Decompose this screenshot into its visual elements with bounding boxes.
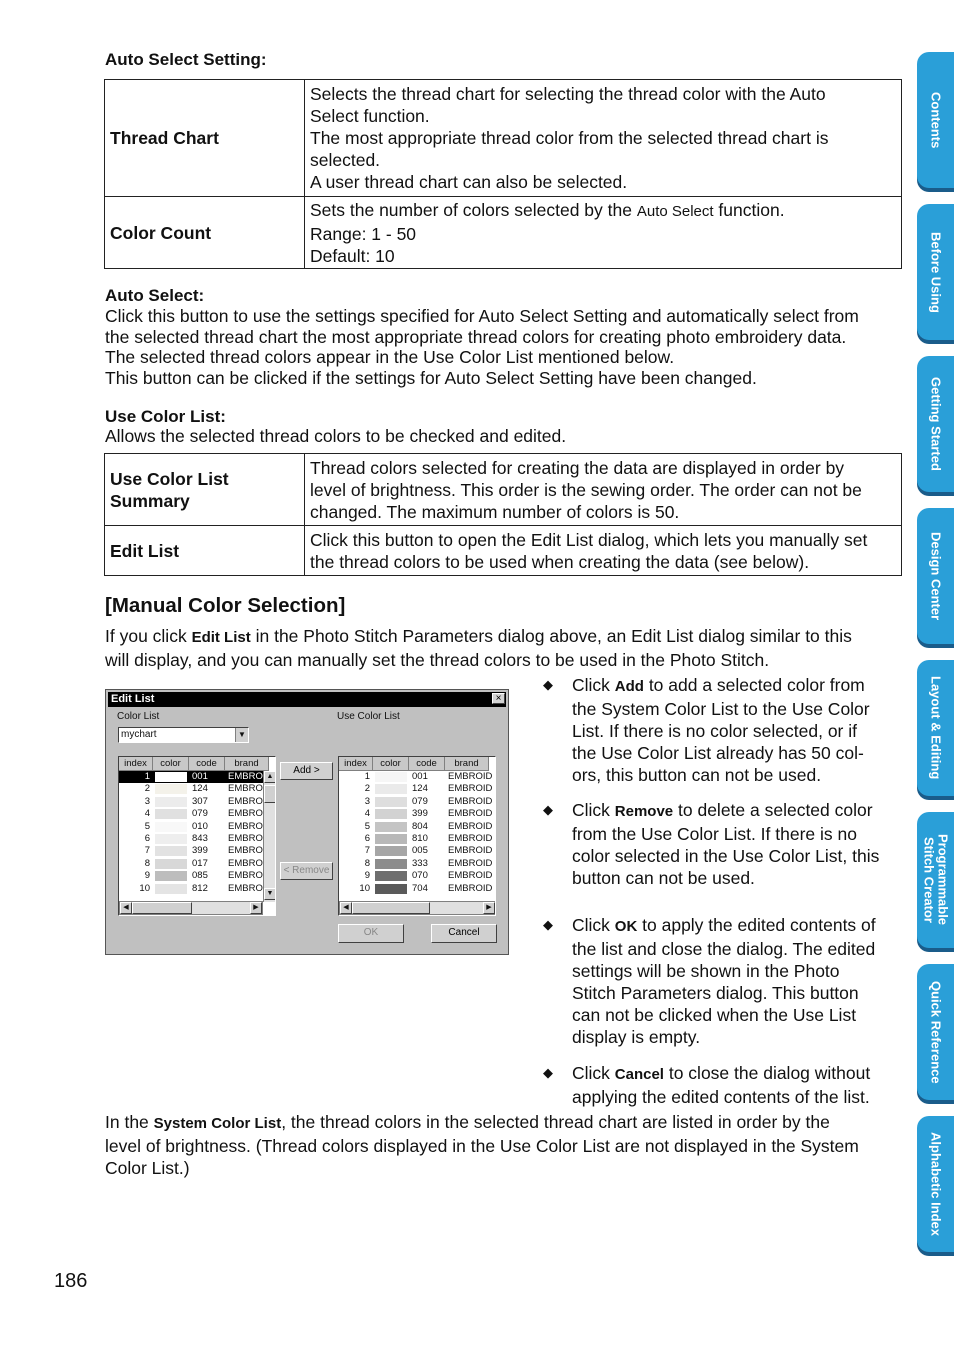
tab-quick-reference[interactable]: Quick Reference <box>917 964 954 1100</box>
row-code: 307 <box>192 795 208 807</box>
tab-contents[interactable]: Contents <box>917 52 954 188</box>
row-brand: EMBROID <box>448 795 493 807</box>
row-brand: EMBRO <box>228 771 263 782</box>
row-index: 2 <box>144 783 150 795</box>
table-row[interactable] <box>119 821 263 833</box>
table-row[interactable] <box>119 883 263 895</box>
row-index: 9 <box>364 870 370 882</box>
row-index: 8 <box>364 857 370 869</box>
color-swatch <box>373 808 409 820</box>
row-brand: EMBROID <box>448 870 493 882</box>
row-brand: EMBROID <box>448 833 493 844</box>
color-swatch <box>153 783 189 795</box>
row-code: 124 <box>412 783 428 795</box>
grid-header: index color code brand <box>119 757 269 771</box>
tab-getting-started[interactable]: Getting Started <box>917 356 954 492</box>
manual-outro: In the System Color List, the thread colors in the selected thread chart are listed in order by the level of brightness. (Thread colors displayed in the Use Color List are not displayed in the System Color List.) <box>105 1112 859 1178</box>
row-code: 005 <box>412 845 428 857</box>
table-key: Use Color List Summary <box>105 454 305 526</box>
color-swatch <box>153 771 189 783</box>
color-swatch <box>373 783 409 795</box>
table-row[interactable] <box>119 845 263 857</box>
row-index: 1 <box>364 771 370 782</box>
row-index: 10 <box>359 882 370 894</box>
tab-layout-editing[interactable]: Layout & Editing <box>917 660 954 796</box>
table-row[interactable] <box>339 845 495 857</box>
row-brand: EMBRO <box>228 857 263 869</box>
row-brand: EMBROID <box>448 783 493 795</box>
table-row[interactable] <box>339 808 495 820</box>
list-item: ◆ Click Remove to delete a selected color from the Use Color List. If there is no color selected in the Use Color List, this button can not be used. <box>543 800 880 888</box>
color-swatch <box>373 821 409 833</box>
table-value: Click this button to open the Edit List dialog, which lets you manually set the thread colors to be used when creating the data (see below). <box>305 526 902 576</box>
table-value: Thread colors selected for creating the data are displayed in order by level of brightness. This order is the sewing order. The order can not be changed. The maximum number of colors is 50. <box>305 454 902 526</box>
table-row[interactable] <box>119 833 263 845</box>
remove-button[interactable]: < Remove <box>280 862 333 880</box>
auto-select-heading: Auto Select: <box>105 286 205 305</box>
table-row[interactable] <box>339 783 495 795</box>
row-code: 079 <box>192 808 208 820</box>
row-index: 10 <box>139 882 150 894</box>
section-title: [Manual Color Selection] <box>105 594 346 617</box>
row-brand: EMBRO <box>228 795 263 807</box>
color-swatch <box>153 870 189 882</box>
use-color-list-table <box>104 453 902 576</box>
row-code: 810 <box>412 833 428 844</box>
tab-programmable-stitch-creator[interactable]: Programmable Stitch Creator <box>917 812 954 948</box>
row-code: 079 <box>412 795 428 807</box>
row-code: 399 <box>412 808 428 820</box>
table-row[interactable] <box>119 870 263 882</box>
scroll-left-icon[interactable]: ◀ <box>340 902 352 914</box>
row-brand: EMBRO <box>228 870 263 882</box>
row-code: 704 <box>412 882 428 894</box>
auto-select-setting-table <box>104 79 902 269</box>
tab-before-using[interactable]: Before Using <box>917 204 954 340</box>
use-color-list-heading: Use Color List: <box>105 407 226 426</box>
tab-design-center[interactable]: Design Center <box>917 508 954 644</box>
row-code: 085 <box>192 870 208 882</box>
color-swatch <box>373 771 409 783</box>
list-item: ◆ Click Cancel to close the dialog without applying the edited contents of the list. <box>543 1063 871 1107</box>
row-index: 6 <box>144 833 150 844</box>
scrollbar[interactable] <box>263 771 276 902</box>
manual-intro: If you click Edit List in the Photo Stitch Parameters dialog above, an Edit List dialog similar to this will display, and you can manually set the thread colors to be used in the Photo Stitch. <box>105 626 852 670</box>
use-color-list-grid[interactable] <box>338 756 496 916</box>
color-swatch <box>153 808 189 820</box>
add-button[interactable]: Add > <box>280 762 333 780</box>
row-brand: EMBRO <box>228 833 263 844</box>
row-code: 812 <box>192 882 208 894</box>
row-code: 804 <box>412 820 428 832</box>
row-index: 7 <box>144 845 150 857</box>
row-index: 5 <box>364 820 370 832</box>
table-row[interactable] <box>339 771 495 783</box>
color-swatch <box>153 833 189 845</box>
table-row[interactable] <box>339 796 495 808</box>
table-value: Selects the thread chart for selecting the thread color with the Auto Select function. The most appropriate thread color from the selected thread chart is selected. A user thread chart can also be selected. <box>305 80 902 197</box>
color-swatch <box>153 821 189 833</box>
table-key: Color Count <box>105 197 305 269</box>
table-row[interactable] <box>119 783 263 795</box>
thread-chart-select[interactable]: mychart ▼ <box>118 727 249 743</box>
row-brand: EMBROID <box>448 820 493 832</box>
row-index: 4 <box>144 808 150 820</box>
row-brand: EMBROID <box>448 882 493 894</box>
row-brand: EMBRO <box>228 820 263 832</box>
edit-list-dialog <box>105 689 509 955</box>
color-swatch <box>373 833 409 845</box>
chevron-down-icon[interactable]: ▼ <box>235 728 248 742</box>
list-item: ◆ Click OK to apply the edited contents of the list and close the dialog. The edited settings will be shown in the Photo Stitch Parameters dialog. This button can not be clicked when the Use List display is empty. <box>543 915 876 1047</box>
grid-header: index color code brand <box>339 757 489 771</box>
bullet-list <box>543 674 903 1110</box>
table-row[interactable] <box>339 883 495 895</box>
row-code: 001 <box>192 771 208 782</box>
table-key: Thread Chart <box>105 80 305 197</box>
row-brand: EMBRO <box>228 845 263 857</box>
row-brand: EMBROID <box>448 857 493 869</box>
scroll-up-icon[interactable]: ▲ <box>264 771 276 783</box>
cancel-button[interactable]: Cancel <box>431 924 497 943</box>
dialog-title: Edit List <box>108 692 506 707</box>
system-color-list[interactable] <box>118 756 276 916</box>
table-row[interactable] <box>339 821 495 833</box>
row-index: 5 <box>144 820 150 832</box>
row-brand: EMBRO <box>228 882 263 894</box>
color-list-label: Color List <box>117 711 160 722</box>
color-swatch <box>373 883 409 895</box>
row-code: 333 <box>412 857 428 869</box>
row-brand: EMBROID <box>448 808 493 820</box>
scroll-thumb[interactable] <box>264 785 276 803</box>
horizontal-scrollbar[interactable] <box>339 901 496 915</box>
row-brand: EMBROID <box>448 771 493 782</box>
row-code: 843 <box>192 833 208 844</box>
color-swatch <box>373 870 409 882</box>
row-index: 3 <box>144 795 150 807</box>
horizontal-scrollbar[interactable] <box>119 901 263 915</box>
scroll-right-icon[interactable]: ▶ <box>250 902 262 914</box>
row-index: 2 <box>364 783 370 795</box>
color-swatch <box>153 796 189 808</box>
row-code: 124 <box>192 783 208 795</box>
use-color-list-desc: Allows the selected thread colors to be checked and edited. <box>105 426 567 446</box>
row-index: 9 <box>144 870 150 882</box>
table-key: Edit List <box>105 526 305 576</box>
row-code: 070 <box>412 870 428 882</box>
color-swatch <box>153 845 189 857</box>
color-swatch <box>153 858 189 870</box>
table-row[interactable] <box>339 833 495 845</box>
color-swatch <box>153 883 189 895</box>
row-brand: EMBROID <box>448 845 493 857</box>
color-swatch <box>373 796 409 808</box>
table-row[interactable] <box>119 808 263 820</box>
color-swatch <box>373 845 409 857</box>
ok-button[interactable]: OK <box>338 924 404 943</box>
table-row[interactable] <box>119 858 263 870</box>
row-index: 7 <box>364 845 370 857</box>
row-code: 010 <box>192 820 208 832</box>
scroll-down-icon[interactable]: ▼ <box>264 888 276 900</box>
row-index: 8 <box>144 857 150 869</box>
scroll-thumb[interactable] <box>352 902 430 914</box>
row-index: 3 <box>364 795 370 807</box>
row-code: 399 <box>192 845 208 857</box>
color-swatch <box>373 858 409 870</box>
row-index: 4 <box>364 808 370 820</box>
table-row[interactable] <box>119 796 263 808</box>
list-item: ◆ Click Add to add a selected color from the System Color List to the Use Color List. If there is no color selected, or if the Use Color List already has 50 col- ors, this button can not be used. <box>543 675 870 785</box>
scroll-right-icon[interactable]: ▶ <box>483 902 495 914</box>
use-color-list-label: Use Color List <box>337 711 400 722</box>
row-code: 017 <box>192 857 208 869</box>
row-index: 1 <box>144 771 150 782</box>
row-brand: EMBRO <box>228 808 263 820</box>
scroll-left-icon[interactable]: ◀ <box>120 902 132 914</box>
table-row[interactable] <box>119 771 263 783</box>
page-number: 186 <box>54 1270 88 1292</box>
row-brand: EMBRO <box>228 783 263 795</box>
auto-select-setting-heading: Auto Select Setting: <box>105 50 267 69</box>
auto-select-body: Click this button to use the settings specified for Auto Select Setting and automatically select from the selected thread chart the most appropriate thread colors for creating photo embroidery data. The selected thread colors appear in the Use Color List mentioned below. This button can be clicked if the settings for Auto Select Setting have been changed. <box>105 306 859 388</box>
row-code: 001 <box>412 771 428 782</box>
scroll-thumb[interactable] <box>132 902 192 914</box>
table-row[interactable] <box>339 870 495 882</box>
tab-alphabetic-index[interactable]: Alphabetic Index <box>917 1116 954 1252</box>
row-index: 6 <box>364 833 370 844</box>
table-row[interactable] <box>339 858 495 870</box>
table-value: Sets the number of colors selected by the Auto Select function. Range: 1 - 50 Default: 10 <box>305 197 902 269</box>
close-icon[interactable]: × <box>492 693 505 704</box>
